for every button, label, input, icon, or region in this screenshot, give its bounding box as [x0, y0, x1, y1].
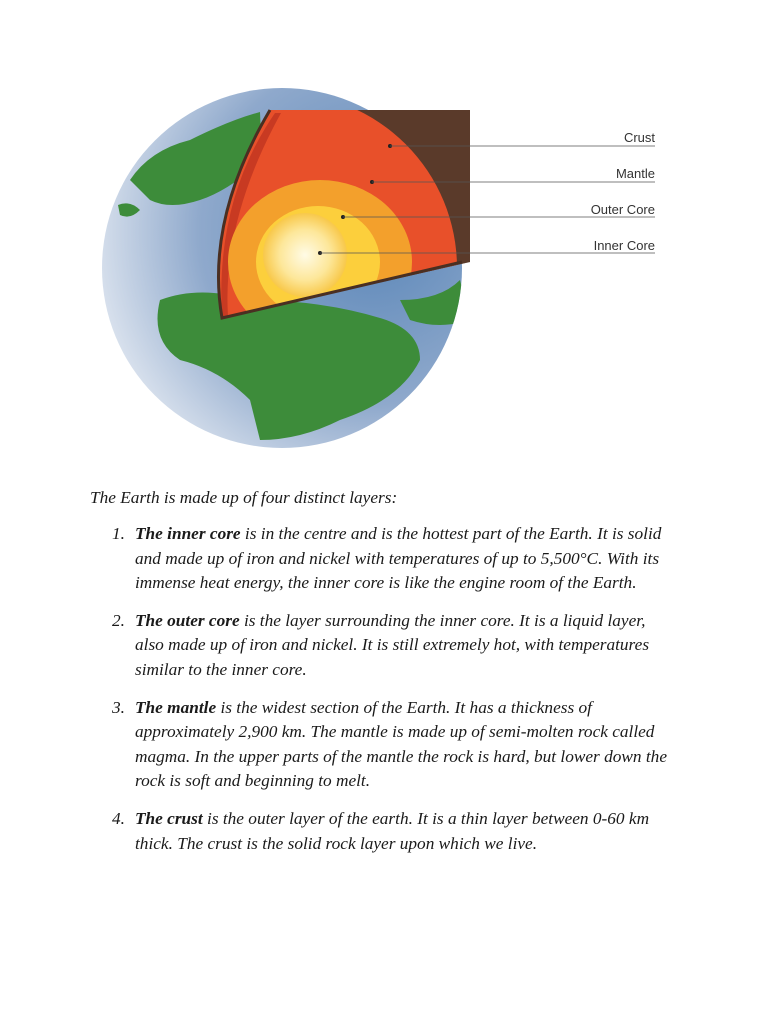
- item-number: 1.: [112, 524, 125, 543]
- item-body: is the outer layer of the earth. It is a thin layer between 0-60 km thick. The crust is the solid rock layer upon which we live.: [135, 808, 650, 853]
- item-number: 4.: [112, 808, 125, 828]
- list-item-crust: [90, 807, 670, 856]
- list-item-inner-core: [90, 522, 670, 596]
- svg-text:Crust: Crust: [623, 130, 655, 145]
- intro-sentence: The Earth is made up of four distinct layers:: [90, 488, 398, 507]
- svg-text:Inner Core: Inner Core: [593, 238, 655, 253]
- item-number: 3.: [112, 697, 125, 717]
- globe: [102, 88, 480, 448]
- svg-text:Mantle: Mantle: [615, 166, 655, 181]
- item-body: is the layer surrounding the inner core. It is a liquid layer, also made up of iron and nickel. It is still extremely hot, with temperatures similar to the inner core.: [135, 610, 650, 679]
- list-item-mantle: [90, 696, 670, 794]
- item-number: 2.: [112, 610, 125, 630]
- earth-layers-diagram: [0, 0, 768, 460]
- item-body: is in the centre and is the hottest part of the Earth. It is solid and made up of iron and nickel with temperatures of up to 5,500°C. With its immense heat energy, the inner core is like the engine room of the Earth.: [135, 524, 662, 593]
- svg-text:Outer Core: Outer Core: [590, 202, 655, 217]
- item-term: The outer core: [135, 610, 240, 630]
- layer-list: [90, 522, 670, 869]
- item-term: The mantle: [135, 697, 217, 717]
- item-term: The crust: [135, 808, 203, 828]
- item-body: is the widest section of the Earth. It has a thickness of approximately 2,900 km. The mantle is made up of semi-molten rock called magma. In the upper parts of the mantle the rock is hard, but lower down the rock is soft and beginning to melt.: [135, 697, 667, 791]
- list-item-outer-core: [90, 609, 670, 683]
- item-term: The inner core: [135, 524, 241, 543]
